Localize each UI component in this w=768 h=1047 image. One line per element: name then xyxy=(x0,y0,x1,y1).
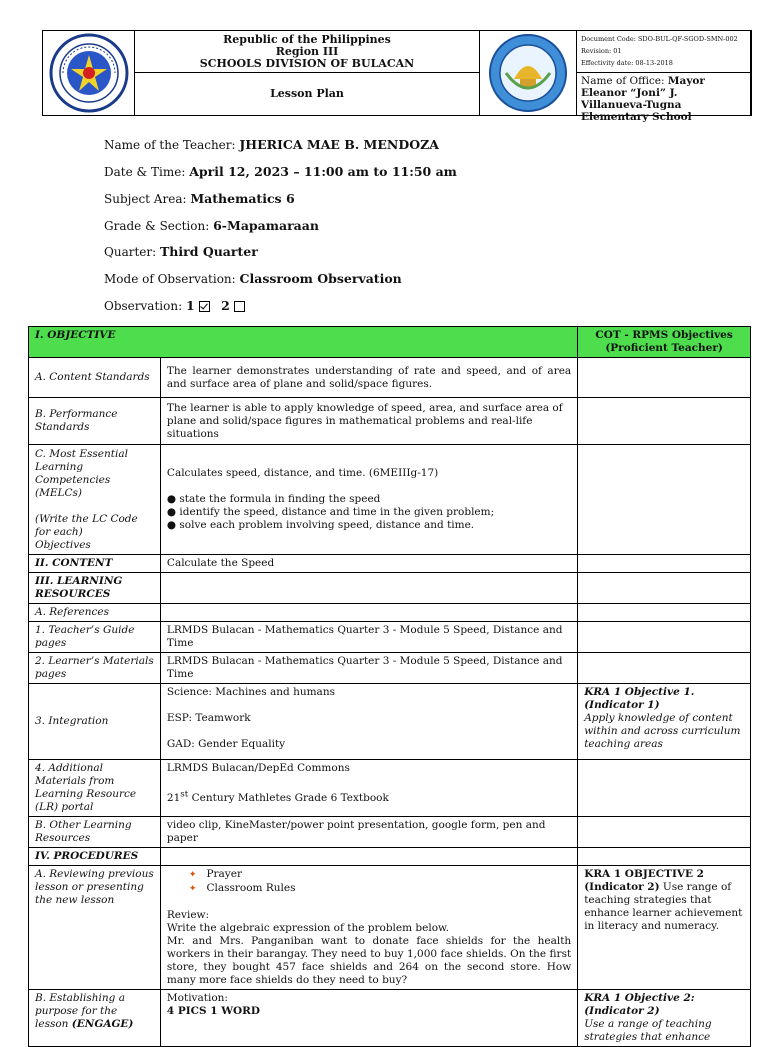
office-label: Name of Office: xyxy=(581,75,665,87)
melc-label-3: Objectives xyxy=(35,538,91,551)
office-name-cell xyxy=(577,73,751,123)
deped-logo-cell xyxy=(43,31,135,115)
content-text: Calculate the Speed xyxy=(160,555,577,573)
bullet-icon: ✦ xyxy=(188,870,197,880)
rules-item: Classroom Rules xyxy=(206,882,296,894)
integration-science: Science: Machines and humans xyxy=(166,686,335,698)
kra-2-title: KRA 1 OBJECTIVE 2 (Indicator 2) xyxy=(584,868,704,893)
empty-cell xyxy=(578,573,751,604)
header-agency xyxy=(135,31,480,73)
melc-text xyxy=(160,445,577,555)
kra-1-indicator-1 xyxy=(578,684,751,760)
document-title: Lesson Plan xyxy=(135,73,480,115)
empty-cell xyxy=(578,358,751,398)
establishing-label-text: B. Establishing a purpose for the lesson xyxy=(35,992,125,1030)
grade-value: 6-Mapamaraan xyxy=(213,218,319,233)
list-item: ● solve each problem involving speed, distance and time. xyxy=(166,519,475,531)
establishing-text xyxy=(160,990,577,1047)
date-line xyxy=(104,164,457,179)
other-resources-label: B. Other Learning Resources xyxy=(29,817,161,848)
empty-cell xyxy=(578,817,751,848)
deped-seal-icon xyxy=(49,33,129,113)
observation-2-label: 2 xyxy=(221,298,230,313)
integration-gad: GAD: Gender Equality xyxy=(166,738,286,750)
performance-standards-label: B. Performance Standards xyxy=(29,398,161,445)
table-row xyxy=(29,990,751,1047)
office-name: Mayor Eleanor “Joni” J. Villanueva-Tugna Elementary School xyxy=(581,75,705,123)
integration-esp: ESP: Teamwork xyxy=(166,712,251,724)
doc-revision: Revision: 01 xyxy=(581,47,622,55)
observation-2-checkbox[interactable] xyxy=(234,301,245,312)
table-row xyxy=(29,358,751,398)
melc-label-1: C. Most Essential Learning Competencies (MELCs) xyxy=(35,447,128,499)
list-item xyxy=(167,882,571,896)
table-row xyxy=(29,622,751,653)
melc-competency: Calculates speed, distance, and time. (6MEIIIg-17) xyxy=(166,467,439,479)
kra-3-text: Use a range of teaching strategies that enhance xyxy=(584,1018,712,1043)
quarter-label: Quarter: xyxy=(104,245,157,259)
quarter-line xyxy=(104,244,258,259)
header-line-3: SCHOOLS DIVISION OF BULACAN xyxy=(199,57,415,70)
century-number: 21 xyxy=(166,791,181,804)
table-row xyxy=(29,445,751,555)
empty-cell xyxy=(160,848,577,866)
prayer-item: Prayer xyxy=(206,868,242,880)
mode-value: Classroom Observation xyxy=(239,271,402,286)
document-control xyxy=(577,31,751,73)
empty-cell xyxy=(578,604,751,622)
table-row xyxy=(29,573,751,604)
melc-label xyxy=(29,445,161,555)
list-item: ● identify the speed, distance and time in the given problem; xyxy=(166,506,495,518)
learners-materials-label: 2. Learner’s Materials pages xyxy=(29,653,161,684)
textbook-name: Century Mathletes Grade 6 Textbook xyxy=(188,791,389,804)
grade-label: Grade & Section: xyxy=(104,219,210,233)
grade-line xyxy=(104,218,319,233)
melc-label-2: (Write the LC Code for each) xyxy=(35,512,138,538)
empty-cell xyxy=(578,555,751,573)
cot-heading: COT - RPMS Objectives (Proficient Teacher) xyxy=(578,327,751,358)
subject-value: Mathematics 6 xyxy=(190,191,295,206)
sdo-bulacan-seal-icon xyxy=(486,33,570,113)
empty-cell xyxy=(578,848,751,866)
teachers-guide-text: LRMDS Bulacan - Mathematics Quarter 3 - Module 5 Speed, Distance and Time xyxy=(160,622,577,653)
list-item: ● state the formula in finding the speed xyxy=(166,493,381,505)
review-instruction: Write the algebraic expression of the problem below. xyxy=(166,922,450,934)
header-line-2: Region III xyxy=(275,45,339,58)
motivation-label: Motivation: xyxy=(166,992,228,1004)
table-row xyxy=(29,760,751,817)
empty-cell xyxy=(578,398,751,445)
references-label: A. References xyxy=(29,604,161,622)
reviewing-text xyxy=(160,866,577,990)
objective-header-row xyxy=(29,327,751,358)
bullet-icon: ✦ xyxy=(188,884,197,894)
quarter-value: Third Quarter xyxy=(160,244,258,259)
century-suffix: st xyxy=(180,789,189,799)
doc-code: Document Code: SDO-BUL-QF-SGOD-SMN-002 xyxy=(581,35,738,43)
table-row xyxy=(29,555,751,573)
kra-1-title: KRA 1 Objective 1. (Indicator 1) xyxy=(584,686,695,711)
document-header xyxy=(42,30,752,123)
content-standards-label: A. Content Standards xyxy=(29,358,161,398)
header-line-1: Republic of the Philippines xyxy=(223,33,391,46)
integration-text xyxy=(160,684,577,760)
engage-label: (ENGAGE) xyxy=(71,1018,134,1030)
kra-2-text: Use range of teaching strategies that enhance learner achievement in literacy and numeracy. xyxy=(584,881,743,932)
list-item xyxy=(167,868,571,882)
content-heading: II. CONTENT xyxy=(29,555,161,573)
teacher-line xyxy=(104,137,439,152)
sdo-logo-cell xyxy=(480,31,577,115)
additional-material-1: LRMDS Bulacan/DepEd Commons xyxy=(166,762,350,774)
subject-label: Subject Area: xyxy=(104,192,187,206)
other-resources-text: video clip, KineMaster/power point presentation, google form, pen and paper xyxy=(160,817,577,848)
date-label: Date & Time: xyxy=(104,165,186,179)
mode-label: Mode of Observation: xyxy=(104,272,236,286)
additional-materials-text xyxy=(160,760,577,817)
kra-1-text: Apply knowledge of content within and across curriculum teaching areas xyxy=(584,712,741,750)
mode-line xyxy=(104,271,402,286)
empty-cell xyxy=(160,573,577,604)
empty-cell xyxy=(160,604,577,622)
table-row xyxy=(29,817,751,848)
reviewing-label: A. Reviewing previous lesson or presenting the new lesson xyxy=(29,866,161,990)
additional-materials-label: 4. Additional Materials from Learning Resource (LR) portal xyxy=(29,760,161,817)
table-row xyxy=(29,398,751,445)
table-row xyxy=(29,848,751,866)
observation-1-label: 1 xyxy=(185,298,195,313)
teachers-guide-label: 1. Teacher’s Guide pages xyxy=(29,622,161,653)
observation-line xyxy=(104,298,245,313)
kra-1-objective-2-indicator xyxy=(578,990,751,1047)
establishing-purpose-label xyxy=(29,990,161,1047)
date-value: April 12, 2023 – 11:00 am to 11:50 am xyxy=(189,164,457,179)
table-row xyxy=(29,653,751,684)
four-pics-one-word: 4 PICS 1 WORD xyxy=(166,1005,261,1017)
kra-3-title: KRA 1 Objective 2: (Indicator 2) xyxy=(584,992,695,1017)
teacher-name: JHERICA MAE B. MENDOZA xyxy=(239,137,439,152)
subject-line xyxy=(104,191,295,206)
empty-cell xyxy=(578,653,751,684)
teacher-label: Name of the Teacher: xyxy=(104,138,236,152)
observation-label: Observation: xyxy=(104,299,183,313)
kra-1-objective-2 xyxy=(578,866,751,990)
performance-standards-text: The learner is able to apply knowledge of speed, area, and surface area of plane and solid/space figures in mathematical problems and real-life situations xyxy=(160,398,577,445)
review-title: Review: xyxy=(166,909,210,921)
content-standards-text: The learner demonstrates understanding of rate and speed, and of area and surface area of plane and solid/space figures. xyxy=(160,358,577,398)
empty-cell xyxy=(578,622,751,653)
integration-label: 3. Integration xyxy=(29,684,161,760)
resources-heading: III. LEARNING RESOURCES xyxy=(29,573,161,604)
doc-effectivity: Effectivity date: 08-13-2018 xyxy=(581,59,673,67)
lesson-plan-table xyxy=(28,326,751,1047)
empty-cell xyxy=(578,445,751,555)
table-row xyxy=(29,604,751,622)
empty-cell xyxy=(578,760,751,817)
table-row xyxy=(29,866,751,990)
objective-heading: I. OBJECTIVE xyxy=(29,327,578,358)
learners-materials-text: LRMDS Bulacan - Mathematics Quarter 3 - Module 5 Speed, Distance and Time xyxy=(160,653,577,684)
procedures-heading: IV. PROCEDURES xyxy=(29,848,161,866)
review-problem: Mr. and Mrs. Panganiban want to donate face shields for the health workers in their barangay. They need to buy 1,000 face shields. On the first store, they bought 457 face shields and 264 on the second store. How many more face shields do they need to buy? xyxy=(166,935,572,986)
observation-1-checkbox[interactable] xyxy=(199,301,210,312)
table-row xyxy=(29,684,751,760)
additional-material-2 xyxy=(166,789,389,804)
